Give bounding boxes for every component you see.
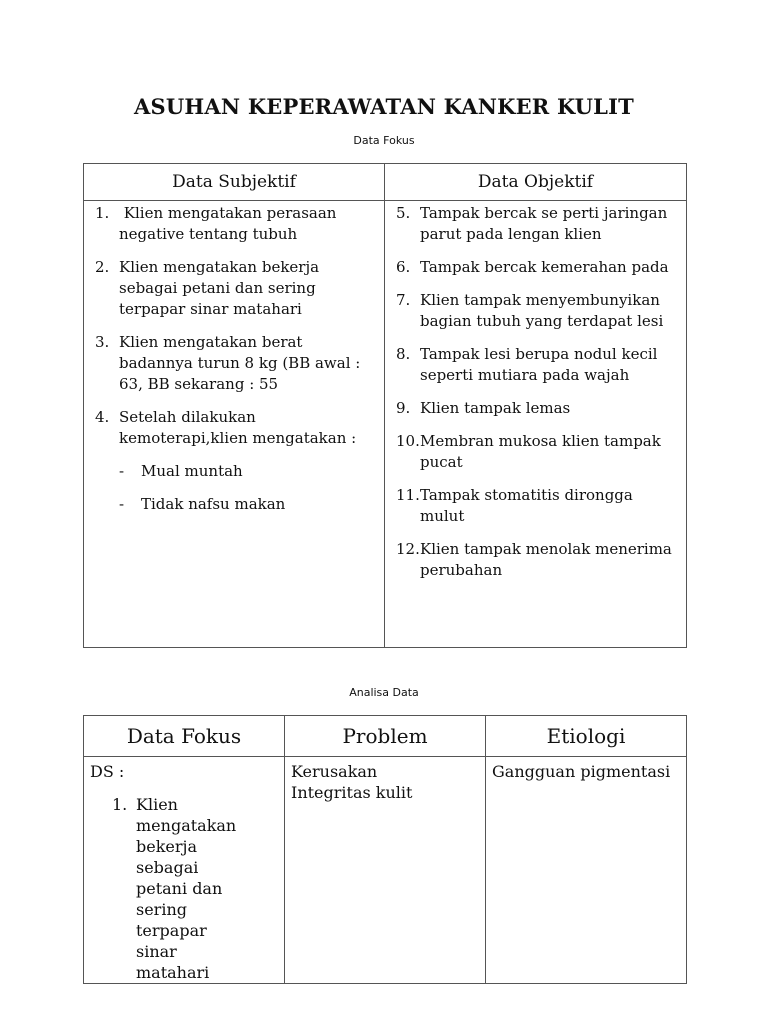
- sub-list-item: [119, 461, 378, 482]
- item-text: Klien mengatakan bekerja sebagai petani dan sering terpapar sinar matahari: [119, 258, 320, 318]
- item-text: Membran mukosa klien tampak pucat: [420, 432, 661, 471]
- analisa-data-table: [83, 715, 687, 984]
- objektif-cell: [385, 201, 687, 648]
- dash-bullet: -: [119, 495, 125, 513]
- sub-item-text: Mual muntah: [141, 462, 243, 480]
- data-fokus-cell: [84, 757, 285, 984]
- header-data-objektif: Data Objektif: [385, 164, 687, 201]
- table-header-row: [84, 716, 687, 757]
- table-body-row: [84, 201, 687, 648]
- sub-list-item: [119, 494, 378, 515]
- section-label-data-fokus: Data Fokus: [353, 134, 415, 147]
- problem-cell: Kerusakan Integritas kulit: [285, 757, 486, 984]
- item-text: Klien tampak lemas: [420, 399, 571, 417]
- item-number: 1.: [112, 795, 128, 814]
- item-text: Tampak lesi berupa nodul kecil seperti mutiara pada wajah: [420, 345, 658, 384]
- list-item: [95, 203, 378, 245]
- list-item: [396, 539, 680, 581]
- item-number: 2.: [95, 258, 110, 276]
- item-number: 10.: [396, 432, 420, 450]
- item-number: 5.: [396, 204, 411, 222]
- list-item: [396, 203, 680, 245]
- list-item: [396, 398, 680, 419]
- subjektif-list: [84, 203, 384, 527]
- list-item: [95, 257, 378, 320]
- list-item: [95, 332, 378, 395]
- data-fokus-table: [83, 163, 687, 648]
- item-text: Klien mengatakan perasaan negative tentang tubuh: [119, 204, 342, 243]
- item-text: Tampak stomatitis dirongga mulut: [420, 486, 633, 525]
- item-text: Klien tampak menyembunyikan bagian tubuh yang terdapat lesi: [420, 291, 664, 330]
- table-header-row: [84, 164, 687, 201]
- ds-label: DS :: [90, 762, 125, 781]
- sub-list: [119, 461, 378, 515]
- item-number: 4.: [95, 408, 110, 426]
- subjektif-cell: [84, 201, 385, 648]
- item-number: 11.: [396, 486, 420, 504]
- item-number: 7.: [396, 291, 411, 309]
- list-item: [396, 344, 680, 386]
- item-number: 9.: [396, 399, 411, 417]
- item-number: 12.: [396, 540, 420, 558]
- list-item: [95, 407, 378, 527]
- objektif-list: [385, 203, 686, 581]
- table-body-row: [84, 757, 687, 984]
- item-text: Klien tampak menolak menerima perubahan: [420, 540, 672, 579]
- item-text: Setelah dilakukan kemoterapi,klien mengatakan :: [119, 408, 357, 447]
- list-item: [396, 485, 680, 527]
- list-item: [396, 257, 680, 278]
- list-item: [396, 290, 680, 332]
- header-etiologi: Etiologi: [486, 716, 687, 757]
- list-item: [396, 431, 680, 473]
- etiologi-cell: Gangguan pigmentasi: [486, 757, 687, 984]
- item-number: 8.: [396, 345, 411, 363]
- list-item: [112, 794, 278, 983]
- ds-list: [90, 794, 278, 983]
- item-text: Klien mengatakan bekerja sebagai petani dan sering terpapar sinar matahari: [136, 795, 237, 982]
- item-number: 3.: [95, 333, 110, 351]
- item-number: 1.: [95, 204, 110, 222]
- sub-item-text: Tidak nafsu makan: [141, 495, 286, 513]
- header-data-subjektif: Data Subjektif: [84, 164, 385, 201]
- dash-bullet: -: [119, 462, 125, 480]
- header-data-fokus: Data Fokus: [84, 716, 285, 757]
- item-text: Klien mengatakan berat badannya turun 8 kg (BB awal : 63, BB sekarang : 55: [119, 333, 361, 393]
- item-text-group: [119, 407, 378, 527]
- item-text: Tampak bercak se perti jaringan parut pada lengan klien: [420, 204, 668, 243]
- item-text: Tampak bercak kemerahan pada: [420, 258, 669, 276]
- section-label-analisa-data: Analisa Data: [349, 686, 419, 699]
- item-number: 6.: [396, 258, 411, 276]
- header-problem: Problem: [285, 716, 486, 757]
- document-title: ASUHAN KEPERAWATAN KANKER KULIT: [134, 94, 634, 119]
